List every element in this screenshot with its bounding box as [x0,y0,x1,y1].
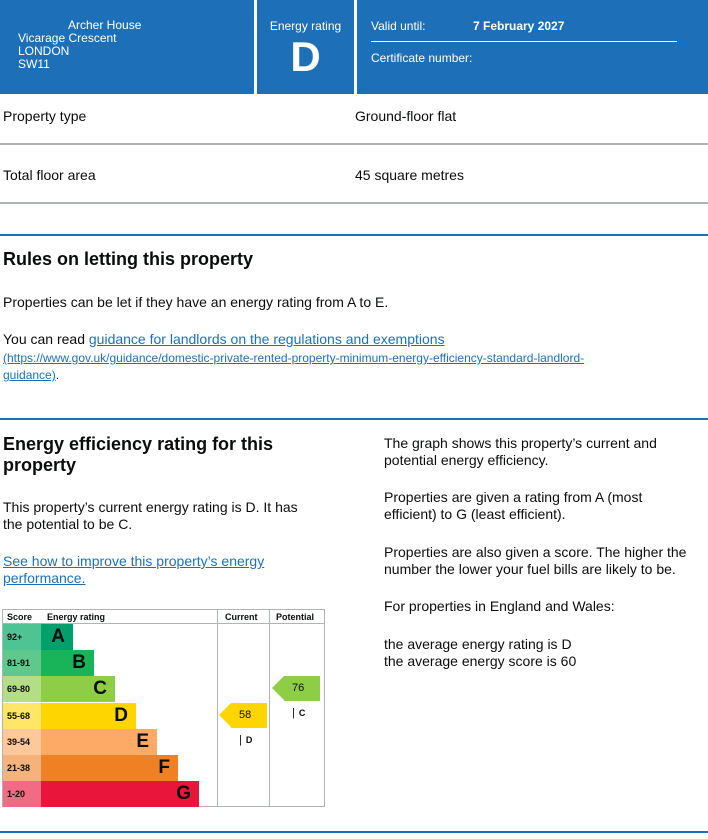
row-divider [0,143,708,145]
efficiency-heading-line-2: property [3,455,77,475]
guidance-paragraph [3,331,703,348]
guidance-url [3,349,584,367]
side-para-3-a: Properties are also given a score. The higher the [384,544,687,560]
section-divider [0,234,708,236]
floor-area-label: Total floor area [3,167,96,183]
rating-column-header: Energy rating [47,612,106,622]
side-para-1-b: potential energy efficiency. [384,452,549,468]
score-column-header: Score [7,612,33,622]
band-score-a: 92+ [3,624,41,650]
band-bar-d [41,703,136,729]
rating-box [257,0,354,94]
valid-until-value: 7 February 2027 [473,19,565,33]
section-divider [0,418,708,420]
row-divider [0,202,708,204]
address-line-4: SW11 [18,57,50,71]
band-letter-d: D [114,704,128,726]
band-bar-e [41,729,157,755]
band-bar-c [41,676,115,702]
improve-energy-link-end[interactable]: performance. [3,570,86,586]
column-divider [269,610,270,806]
band-letter-e: E [136,730,149,752]
band-score-g: 1-20 [3,781,41,807]
band-bar-g [41,781,199,807]
band-bar-a [41,624,73,650]
rating-label: Energy rating [269,19,342,33]
column-divider [217,610,218,806]
address-line-1: Archer House [68,18,142,32]
guidance-url-end [3,366,59,384]
energy-rating-chart [2,609,325,807]
improve-link-line-1 [3,553,264,570]
guidance-url-line-1[interactable]: (https://www.gov.uk/guidance/domestic-private-rented-property-minimum-energy-efficiency-standard-landlord- [3,351,585,365]
chart-header [3,610,324,624]
current-rating-marker-letter: D [245,734,253,745]
improve-energy-link[interactable]: See how to improve this property’s energy [3,553,265,569]
current-rating-text-2: the potential to be C. [3,516,133,532]
improve-link-line-2 [3,570,85,587]
address-line-2: Vicarage Crescent [18,31,117,45]
side-para-2-a: Properties are given a rating from A (most [384,489,643,505]
address-box [0,0,254,94]
validity-box [357,0,708,94]
property-type-value: Ground-floor flat [355,108,457,124]
average-rating-text: the average energy rating is D [384,636,572,652]
letting-paragraph: Properties can be let if they have an energy rating from A to E. [3,294,389,310]
current-rating-text-1: This property’s current energy rating is D. It has [3,499,298,515]
band-letter-c: C [93,678,107,700]
landlord-guidance-link[interactable]: guidance for landlords on the regulations and exemptions [88,331,445,347]
side-para-4: For properties in England and Wales: [384,598,615,614]
side-para-1-a: The graph shows this property’s current and [384,435,657,451]
certificate-header [0,0,708,94]
efficiency-heading-line-1: Energy efficiency rating for this [3,434,274,454]
band-score-e: 39-54 [3,729,41,755]
guidance-url-period: . [55,368,60,382]
guidance-url-line-2[interactable]: guidance) [3,368,56,382]
band-bar-f [41,755,178,781]
letting-heading: Rules on letting this property [3,249,254,269]
band-letter-b: B [72,652,86,674]
band-letter-g: G [176,783,191,805]
floor-area-value: 45 square metres [355,167,464,183]
validity-divider [371,41,677,42]
current-rating-marker [231,703,267,746]
guidance-prefix: You can read [3,331,89,347]
current-rating-marker-score: 58 | [239,708,252,746]
average-score-text: the average energy score is 60 [384,653,577,669]
potential-rating-marker [284,676,320,720]
potential-rating-marker-score: 76 | [292,682,305,720]
section-divider [0,831,708,833]
certificate-number-label: Certificate number: [371,51,473,65]
potential-rating-marker-letter: C [298,708,306,719]
band-letter-a: A [51,626,65,647]
band-score-c: 69-80 [3,676,41,702]
band-letter-f: F [158,757,170,778]
valid-until-label: Valid until: [371,19,426,33]
side-para-2-b: efficient) to G (least efficient). [384,506,566,522]
address-line-3: LONDON [18,44,70,58]
rating-letter: D [290,33,321,80]
band-score-b: 81-91 [3,650,41,676]
band-score-f: 21-38 [3,755,41,781]
band-bar-b [41,650,94,676]
current-column-header: Current [225,612,258,622]
side-para-3-b: number the lower your fuel bills are likely to be. [384,561,676,577]
potential-column-header: Potential [276,612,315,622]
band-score-d: 55-68 [3,703,41,729]
property-type-label: Property type [3,108,87,124]
